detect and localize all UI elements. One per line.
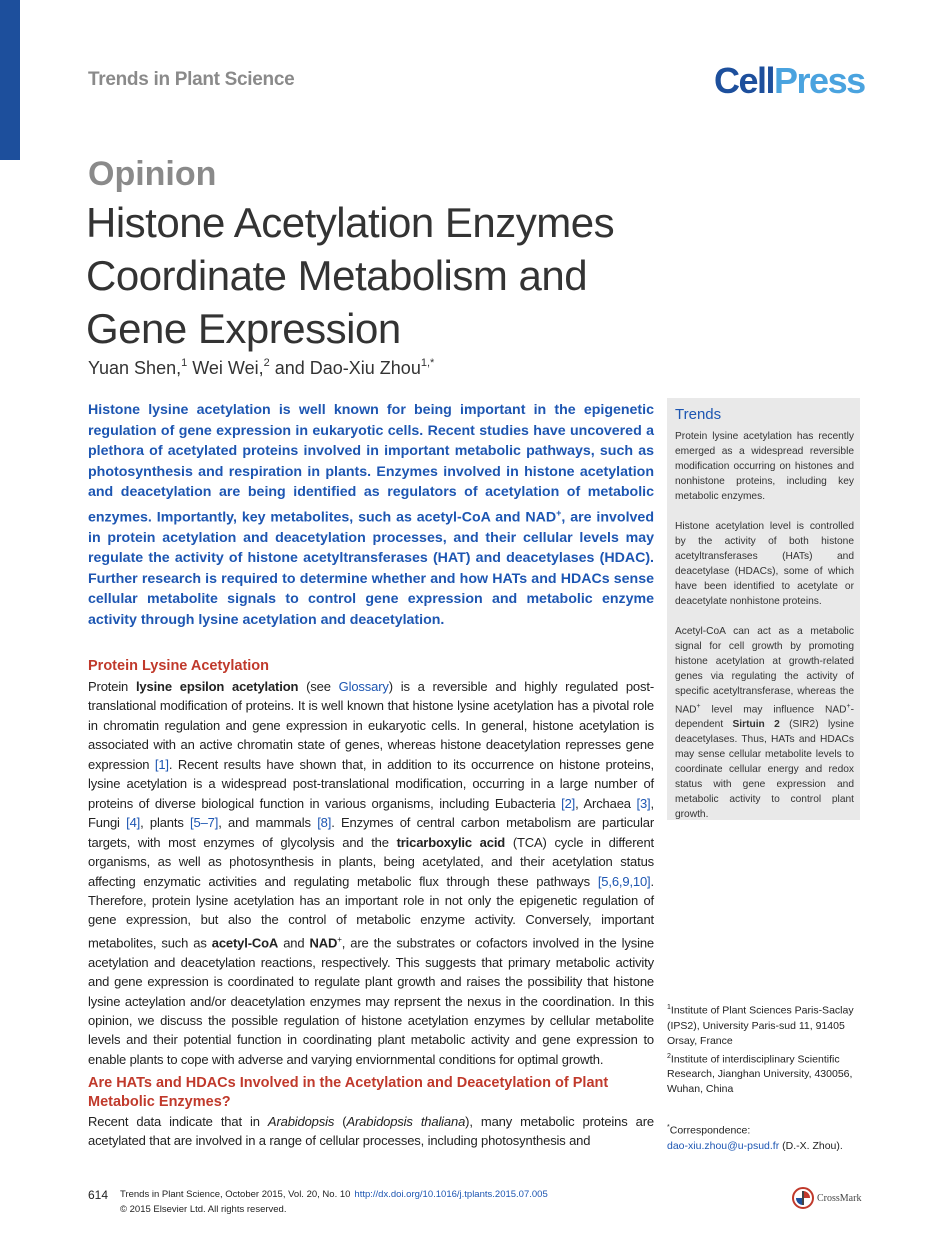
section-body-protein-lysine: Protein lysine epsilon acetylation (see Glossary) is a reversible and highly regulated post-translational modification of proteins. It is well known that histone lysine acetylation has a pivotal role in chromatin regulation and gene expression in eukaryotic cells. In general, histone acetylation is associated with an active chromatin state of genes, whereas histone deacetylation represses gene expression [1]. Recent results have shown that, in addition to its occurrence on histone proteins, lysine acetylation is a widespread post-translational modification, occurring in a large number of proteins of diverse biological function in various organisms, including Eubacteria [2], Archaea [3], Fungi [4], plants [5–7], and mammals [8]. Enzymes of central carbon metabolism are particular targets, with most enzymes of glycolysis and the tricarboxylic acid (TCA) cycle in different organisms, as well as photosynthesis in plants, being acetylated, and their acetylation status affecting enzymatic activities and regulating metabolic flux through these pathways [5,6,9,10]. Therefore, protein lysine acetylation has an important role in not only the epigenetic regulation of gene expression, but also the control of metabolic enzyme activity. Conversely, important metabolites, such as acetyl-CoA and NAD+, are the substrates or cofactors involved in the lysine acetylation and deacetylation reactions, respectively. This suggests that primary metabolic activity and gene expression is coordinated to regulate plant growth and raises the possibility that histone lysine acteylation and/or deacetylation enzymes may reprsent the nexus in the coordination. In this opinion, we discuss the possible regulation of histone acetylation enzymes by cellular metabolite levels and their potential function in coordinating plant metabolic activity and gene expression to enable plants to cope with adverse and varying enviornmental conditions for optimal growth. [88, 679, 654, 1067]
article-title: Histone Acetylation Enzymes Coordinate Metabolism and Gene Expression [86, 199, 615, 352]
trends-paragraph: Protein lysine acetylation has recently emerged as a widespread reversible modification occurring on histones and nonhistone proteins, including key metabolic enzymes. [675, 431, 854, 502]
affiliation-item: $^2$Institute of interdisciplinary Scientific Research, Jianghan University, 430056, Wuhan, China [667, 1052, 853, 1095]
trends-title: Trends [675, 406, 722, 423]
trends-paragraph: Histone acetylation level is controlled by the activity of both histone acetyltransferases (HATs) and deacetylase (HDACs), some of which have been identified to acetylate or deacetylate nonhistone proteins. [675, 521, 854, 607]
trends-box [667, 398, 860, 820]
crossmark-label: CrossMark [817, 1192, 862, 1204]
affiliations [667, 1000, 860, 1097]
trends-paragraph: Acetyl-CoA can act as a metabolic signal for cell growth by promoting histone acetylation at growth-related genes via regulating the activity of specific acetyltransferase, whereas the NAD+ level may influence NAD+-dependent Sirtuin 2 (SIR2) lysine deacetylases. Thus, HATs and HDACs may sense cellular metabolite levels to coordinate cellular energy and redox status with gene expression and metabolic activity to control plant growth. [675, 626, 854, 821]
reference-link[interactable]: [5–7] [190, 815, 219, 831]
author-name: and Dao-Xiu Zhou [274, 358, 421, 378]
author-affil-sup[interactable]: 1,* [420, 357, 435, 369]
reference-link[interactable]: [8] [317, 815, 332, 831]
section-heading-hats-hdacs: Are HATs and HDACs Involved in the Acetylation and Deacetylation of Plant Metabolic Enzymes? [88, 1075, 609, 1110]
footer-citation: Trends in Plant Science, October 2015, Vol. 20, No. 10 http://dx.doi.org/10.1016/j.tplants.2015.07.005 [120, 1189, 548, 1200]
abstract: Histone lysine acetylation is well known for being important in the epigenetic regulation of gene expression in eukaryotic cells. Recent studies have uncovered a plethora of acetylated proteins involved in important metabolic pathways, such as photosynthesis and respiration in plants. Enzymes involved in histone acetylation and deacetylation are being identified as regulators of acetylation of metabolic enzymes. Importantly, key metabolites, such as acetyl-CoA and NAD+, are involved in protein acetylation and deacetylation processes, and their cellular levels may regulate the activity of histone acetyltransferases (HAT) and deacetylases (HDAC). Further research is required to determine whether and how HATs and HDACs sense cellular metabolite signals to control gene expression and metabolic enzyme activity through lysine acetylation and deacetylation. [88, 402, 654, 628]
cellpress-logo[interactable] [714, 60, 865, 102]
author-name: Yuan Shen, [88, 358, 182, 378]
footer-copyright: © 2015 Elsevier Ltd. All rights reserved. [120, 1204, 287, 1215]
doi-link[interactable]: http://dx.doi.org/10.1016/j.tplants.2015.07.005 [354, 1189, 548, 1200]
affiliation-item: $^1$Institute of Plant Sciences Paris-Saclay (IPS2), University Paris-sud 11, 91405 Orsay, France [667, 1004, 854, 1047]
reference-link[interactable]: [1] [154, 756, 169, 772]
section-heading-protein-lysine: Protein Lysine Acetylation [88, 658, 270, 674]
reference-link[interactable]: [2] [561, 795, 576, 811]
reference-link[interactable]: [4] [126, 815, 141, 831]
correspondence: *Correspondence: dao-xiu.zhou@u-psud.fr (D.-X. Zhou). [667, 1124, 843, 1152]
reference-link[interactable]: [3] [636, 795, 651, 811]
page-number: 614 [88, 1188, 109, 1202]
crossmark-badge[interactable] [792, 1187, 861, 1209]
author-affil-sup[interactable]: 1 [181, 357, 188, 369]
glossary-link[interactable]: Glossary [338, 679, 389, 694]
logo-press-text: Press [774, 60, 865, 101]
side-color-bar [0, 0, 20, 160]
author-name: Wei Wei, [192, 358, 264, 378]
author-list [88, 357, 434, 379]
journal-name: Trends in Plant Science [88, 69, 295, 90]
crossmark-icon [792, 1187, 814, 1209]
reference-link[interactable]: [5,6,9,10] [597, 873, 651, 889]
correspondence-email-link[interactable]: dao-xiu.zhou@u-psud.fr [667, 1139, 780, 1152]
article-type: Opinion [88, 155, 217, 193]
logo-cell-text: Cell [714, 60, 775, 101]
section-body-hats-hdacs: Recent data indicate that in Arabidopsis (Arabidopsis thaliana), many metabolic proteins are acetylated that are involved in a range of cellular processes, including photosynthesis and [88, 1114, 655, 1149]
author-affil-sup[interactable]: 2 [263, 357, 270, 369]
